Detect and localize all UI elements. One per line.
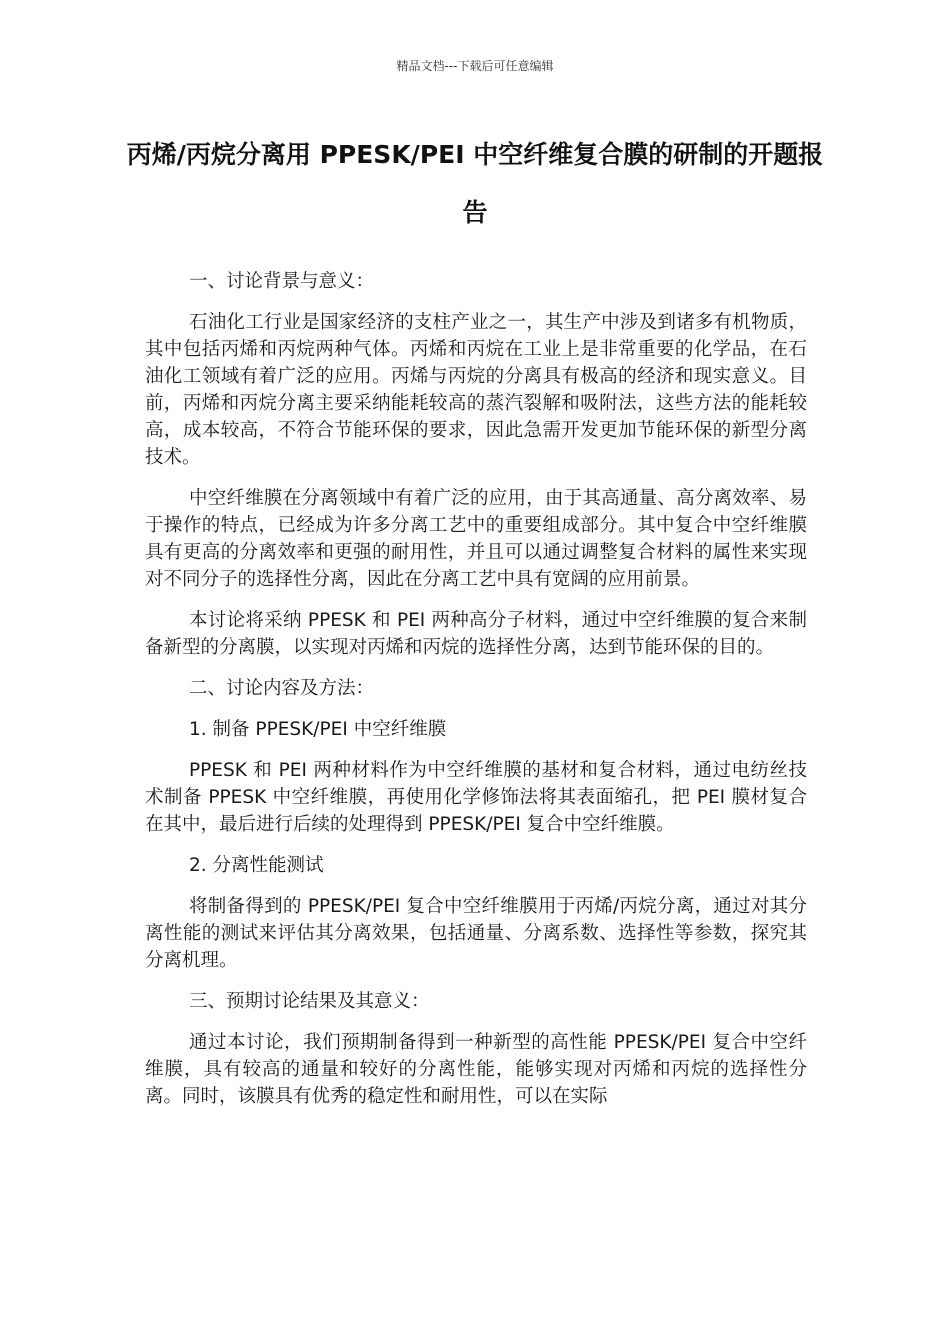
section-heading-background: 一、讨论背景与意义： (189, 271, 375, 292)
section-heading-content-method: 二、讨论内容及方法： (189, 678, 375, 699)
body-paragraph: 将制备得到的 PPESK/PEI 复合中空纤维膜用于丙烯/丙烷分离，通过对其分离性能的测试来评估其分离效果，包括通量、分离系数、选择性等参数，探究其分离机理。 (145, 896, 807, 971)
body-paragraph: 中空纤维膜在分离领域中有着广泛的应用，由于其高通量、高分离效率、易于操作的特点，已经成为许多分离工艺中的重要组成部分。其中复合中空纤维膜具有更高的分离效率和更强的耐用性，并且可以通过调整复合材料的属性来实现对不同分子的选择性分离，因此在分离工艺中具有宽阔的应用前景。 (145, 488, 807, 590)
body-paragraph: PPESK 和 PEI 两种材料作为中空纤维膜的基材和复合材料，通过电纺丝技术制备 PPESK 中空纤维膜，再使用化学修饰法将其表面缩孔，把 PEI 膜材复合在其中，最后进行后续的处理得到 PPESK/PEI 复合中空纤维膜。 (145, 760, 807, 835)
body-paragraph: 本讨论将采纳 PPESK 和 PEI 两种高分子材料，通过中空纤维膜的复合来制备新型的分离膜，以实现对丙烯和丙烷的选择性分离，达到节能环保的目的。 (145, 610, 807, 658)
section-heading-expected-results: 三、预期讨论结果及其意义： (189, 991, 430, 1012)
body-paragraph: 石油化工行业是国家经济的支柱产业之一，其生产中涉及到诸多有机物质，其中包括丙烯和丙烷两种气体。丙烯和丙烷在工业上是非常重要的化学品，在石油化工领域有着广泛的应用。丙烯与丙烷的分离具有极高的经济和现实意义。目前，丙烯和丙烷分离主要采纳能耗较高的蒸汽裂解和吸附法，这些方法的能耗较高，成本较高，不符合节能环保的要求，因此急需开发更加节能环保的新型分离技术。 (145, 312, 807, 468)
document-title: 丙烯/丙烷分离用 PPESK/PEI 中空纤维复合膜的研制的开题报告 (126, 140, 824, 227)
subheading-preparation: 1. 制备 PPESK/PEI 中空纤维膜 (189, 719, 447, 740)
document-body (145, 268, 807, 1124)
body-paragraph: 通过本讨论，我们预期制备得到一种新型的高性能 PPESK/PEI 复合中空纤维膜，具有较高的通量和较好的分离性能，能够实现对丙烯和丙烷的选择性分离。同时，该膜具有优秀的稳定性和耐用性，可以在实际 (145, 1032, 807, 1107)
header-note: 精品文档---下载后可任意编辑 (396, 59, 554, 73)
subheading-separation-test: 2. 分离性能测试 (189, 855, 324, 876)
